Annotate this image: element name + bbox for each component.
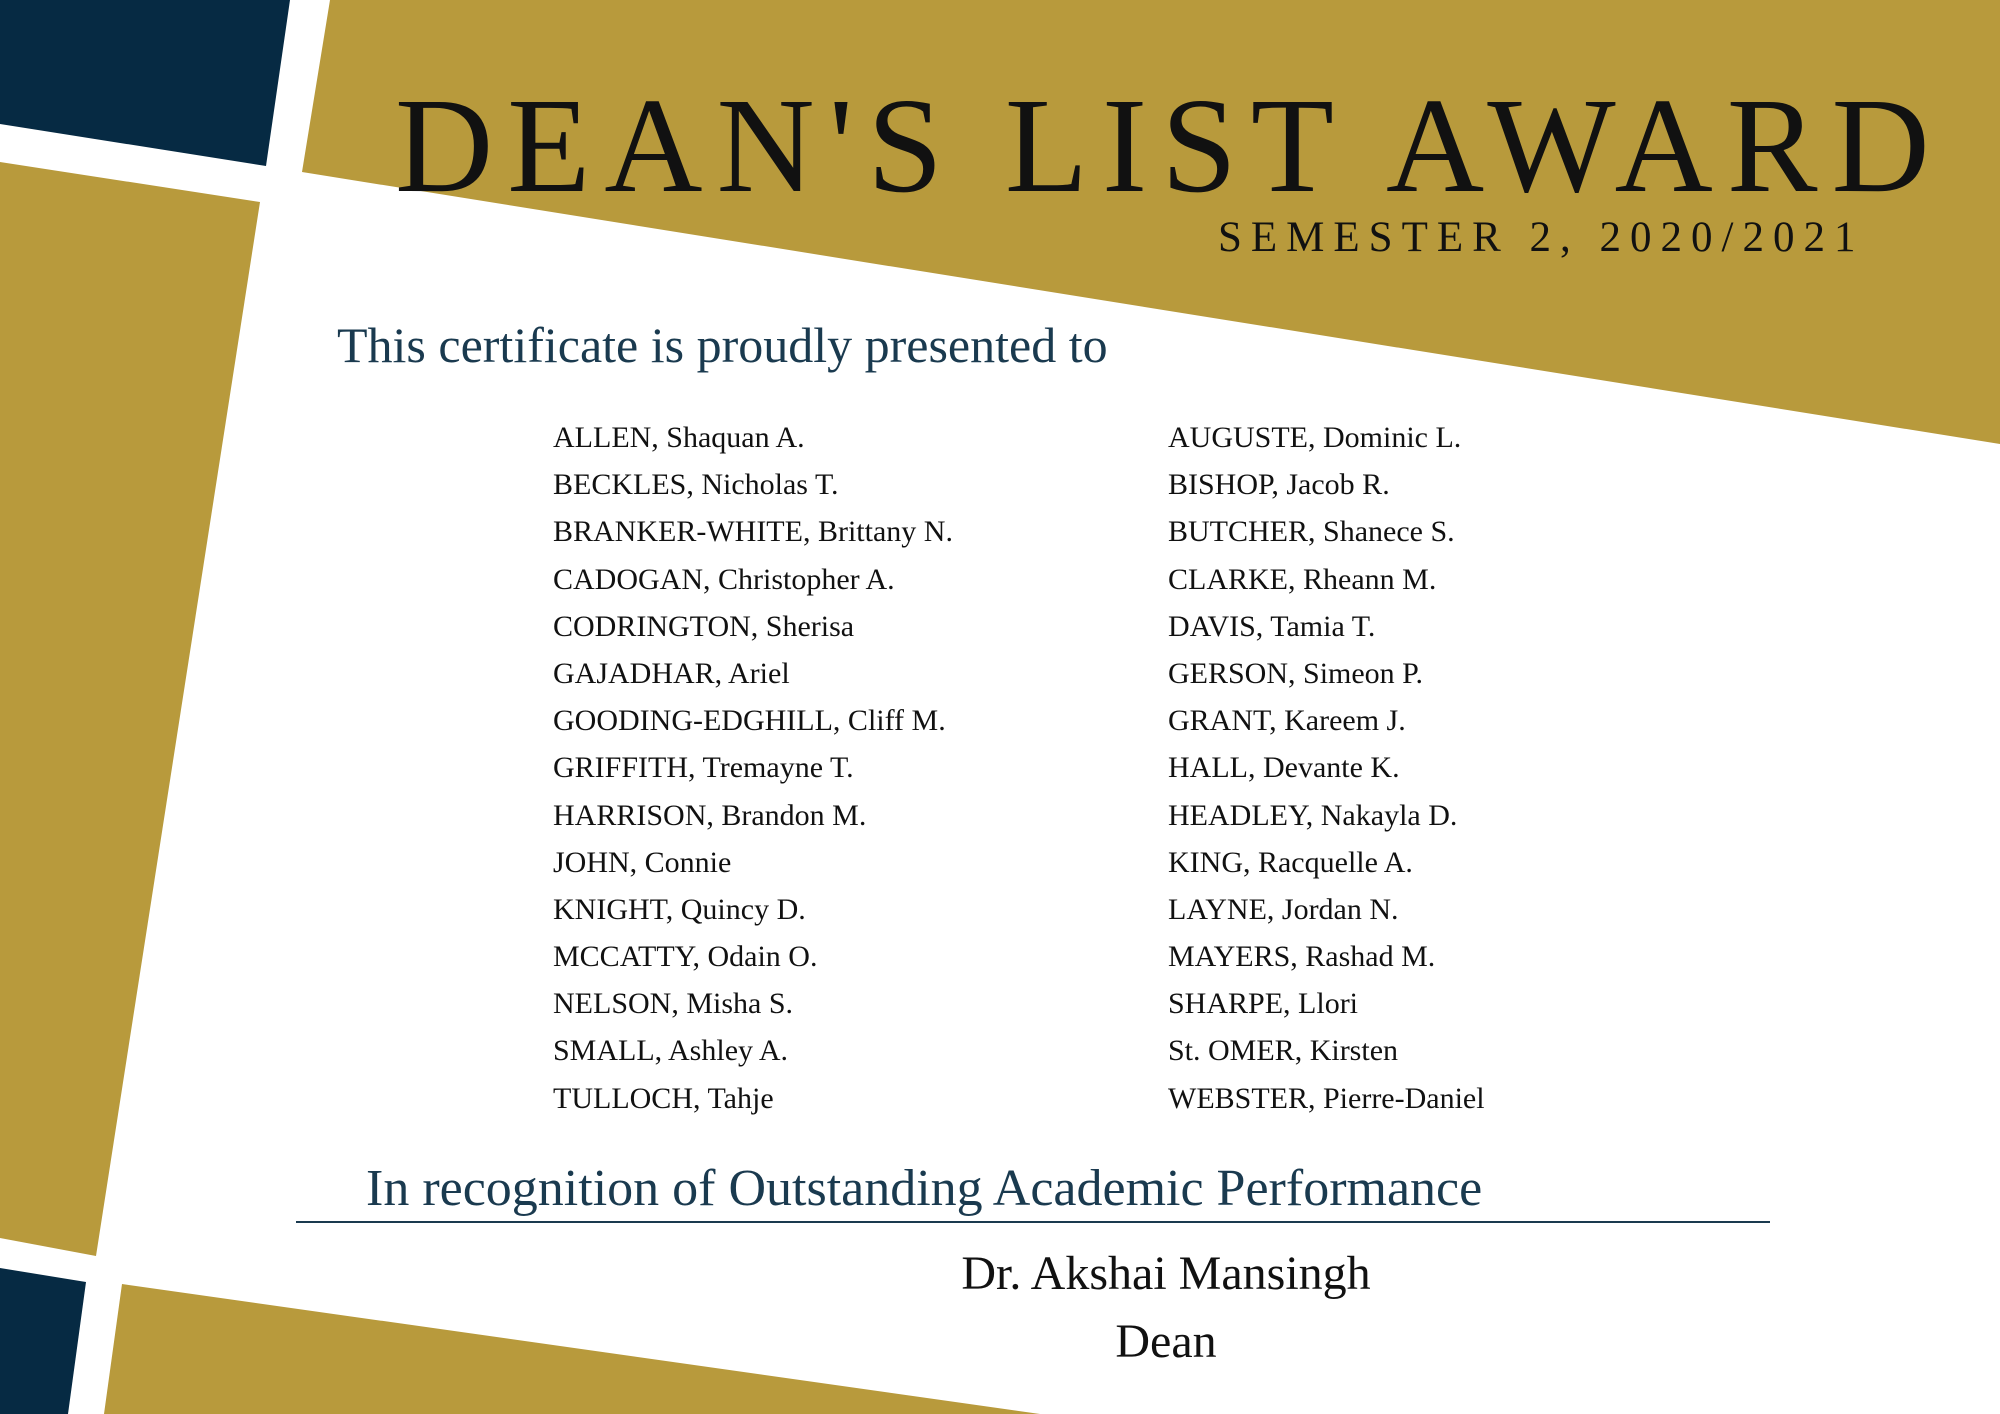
recipient-name: HALL, Devante K. [1168,751,1400,785]
recipient-name: St. OMER, Kirsten [1168,1034,1399,1068]
recipient-name: MCCATTY, Odain O. [553,940,818,974]
recipient-name: BRANKER-WHITE, Brittany N. [553,515,953,549]
recipient-name: BISHOP, Jacob R. [1168,468,1390,502]
recipient-name: HARRISON, Brandon M. [553,798,867,832]
recipient-name: CODRINGTON, Sherisa [553,609,855,643]
recipient-name: CADOGAN, Christopher A. [553,562,895,596]
recipient-list-left [553,414,953,1122]
navy-corner-bottom-left [0,1268,86,1414]
award-title: DEAN'S LIST AWARD [395,71,1944,221]
recipient-name: GAJADHAR, Ariel [553,656,790,690]
presented-to-text: This certificate is proudly presented to [337,317,1108,373]
recipient-name: BECKLES, Nicholas T. [553,468,839,502]
recipient-name: WEBSTER, Pierre-Daniel [1168,1081,1485,1115]
recognition-statement: In recognition of Outstanding Academic Performance [366,1160,1483,1217]
gold-panel-left [0,162,260,1256]
recipient-name: DAVIS, Tamia T. [1168,609,1376,643]
recipient-name: GRIFFITH, Tremayne T. [553,751,854,785]
recipient-name: KING, Racquelle A. [1168,845,1413,879]
recipient-name: SHARPE, Llori [1168,987,1359,1021]
recipient-name: BUTCHER, Shanece S. [1168,515,1455,549]
navy-corner-top-left [0,0,290,166]
recipient-name: MAYERS, Rashad M. [1168,940,1436,974]
recipient-name: JOHN, Connie [553,845,732,879]
recipient-name: ALLEN, Shaquan A. [553,421,805,454]
recipient-name: CLARKE, Rheann M. [1168,562,1437,596]
recipient-name: HEADLEY, Nakayla D. [1168,798,1458,832]
recipient-name: GOODING-EDGHILL, Cliff M. [553,704,946,738]
recipient-name: TULLOCH, Tahje [553,1081,774,1115]
recipient-name: GRANT, Kareem J. [1168,704,1406,738]
recipient-name: GERSON, Simeon P. [1168,656,1424,690]
signer-title: Dean [1115,1315,1217,1368]
recipient-name: KNIGHT, Quincy D. [553,892,806,926]
recipient-name: AUGUSTE, Dominic L. [1168,421,1462,454]
recipient-list-right [1168,414,1485,1122]
recipient-name: LAYNE, Jordan N. [1168,892,1399,926]
semester-label: SEMESTER 2, 2020/2021 [1218,214,1865,261]
signature-line [296,1221,1770,1223]
signer-name: Dr. Akshai Mansingh [961,1247,1371,1300]
recipient-name: NELSON, Misha S. [553,987,794,1021]
recipient-name: SMALL, Ashley A. [553,1034,789,1068]
